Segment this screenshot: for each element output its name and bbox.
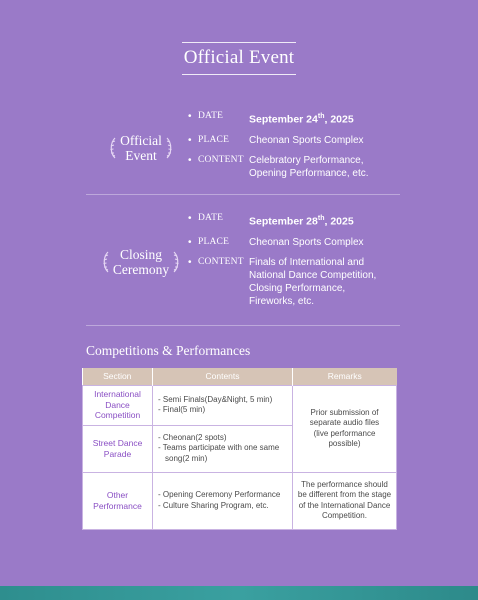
bullet-icon: •: [188, 154, 192, 166]
laurel-left-icon: [102, 251, 110, 273]
date-value: [249, 110, 404, 127]
closing-label-line1: Closing: [119, 247, 162, 262]
official-event-block: [86, 108, 400, 190]
remarks-cell: [293, 472, 397, 529]
closing-date-row: [188, 212, 404, 229]
date-main: September 28: [249, 215, 318, 228]
closing-details: [188, 212, 404, 315]
remark-line: separate audio files: [309, 418, 380, 427]
section-line: International: [94, 389, 141, 400]
content-line: Opening Performance, etc.: [249, 167, 369, 179]
official-details: [188, 110, 404, 187]
contents-line: - Culture Sharing Program, etc.: [158, 500, 269, 510]
contents-line: - Teams participate with one same song(2 min): [158, 443, 280, 463]
official-date-row: [188, 110, 404, 127]
date-year: , 2025: [324, 215, 354, 228]
content-line: Closing Performance,: [249, 282, 346, 294]
section-cell: [83, 385, 153, 425]
competitions-title: Competitions & Performances: [86, 343, 251, 358]
header-section: Section: [83, 368, 153, 385]
laurel-left-icon: [109, 137, 117, 159]
place-value: Cheonan Sports Complex: [249, 134, 364, 146]
section-line: Competition: [94, 410, 141, 421]
place-key: PLACE: [198, 134, 230, 145]
contents-cell: [153, 425, 293, 472]
date-sup: th: [317, 113, 325, 120]
page-title: Official Event: [182, 42, 297, 75]
section-line: Dance: [105, 399, 130, 410]
contents-cell: [153, 472, 293, 529]
place-key: PLACE: [198, 236, 230, 247]
date-main: September 24: [249, 113, 318, 126]
contents-line: - Opening Ceremony Performance: [158, 490, 281, 499]
official-label-line2: Event: [125, 148, 157, 163]
content-key: CONTENT: [198, 154, 244, 165]
section-line: Performance: [93, 500, 142, 511]
content-line: National Dance Competition,: [249, 269, 377, 281]
section-line: Parade: [103, 448, 132, 459]
contents-line: - Final(5 min): [158, 405, 206, 414]
table-header-row: [83, 368, 397, 385]
closing-content-row: [188, 256, 404, 308]
closing-ceremony-block: [86, 210, 400, 320]
content-value: [249, 154, 404, 180]
shared-remarks-cell: [293, 385, 397, 472]
closing-ceremony-laurel: [86, 242, 196, 282]
footer-band: [0, 586, 478, 600]
bullet-icon: •: [188, 213, 192, 224]
content-key: CONTENT: [198, 256, 244, 267]
laurel-right-icon: [165, 137, 173, 159]
official-label-line1: Official: [120, 133, 162, 148]
bullet-icon: •: [188, 111, 192, 122]
remark-line: possible): [328, 439, 361, 448]
divider: [86, 325, 400, 326]
content-line: Fireworks, etc.: [249, 295, 315, 307]
contents-cell: [153, 385, 293, 425]
contents-line: - Semi Finals(Day&Night, 5 min): [158, 394, 273, 404]
closing-ceremony-label: [110, 247, 172, 277]
date-year: , 2025: [324, 113, 354, 126]
official-content-row: [188, 154, 404, 180]
content-line: Celebratory Performance,: [249, 154, 364, 166]
official-event-laurel: [86, 128, 196, 168]
section-cell: [83, 425, 153, 472]
section-line: Other: [106, 490, 129, 500]
content-line: Finals of International and: [249, 256, 365, 268]
bullet-icon: •: [188, 236, 192, 248]
bullet-icon: •: [188, 256, 192, 268]
competitions-table: [82, 368, 397, 530]
header-contents: Contents: [153, 368, 293, 385]
section-line: Street Dance: [92, 438, 143, 448]
table-row: [83, 385, 397, 425]
date-value: [249, 212, 404, 229]
closing-place-row: [188, 236, 404, 249]
date-key: DATE: [198, 111, 224, 121]
place-value: Cheonan Sports Complex: [249, 236, 364, 248]
content-value: [249, 256, 404, 308]
closing-label-line2: Ceremony: [112, 262, 170, 277]
divider: [86, 194, 400, 195]
remark-line: be different from the stage: [297, 490, 392, 499]
remark-line: Prior submission of: [310, 407, 379, 417]
remark-line: Competition.: [322, 511, 367, 520]
table-row: [83, 472, 397, 529]
official-event-label: [117, 133, 165, 163]
header-remarks: Remarks: [293, 368, 397, 385]
laurel-right-icon: [172, 251, 180, 273]
official-place-row: [188, 134, 404, 147]
contents-line: - Cheonan(2 spots): [158, 432, 227, 442]
bullet-icon: •: [188, 134, 192, 146]
remark-line: (live performance: [313, 428, 376, 438]
remark-line: The performance should: [301, 479, 388, 489]
section-cell: [83, 472, 153, 529]
date-key: DATE: [198, 213, 224, 223]
date-sup: th: [317, 215, 325, 222]
remark-line: of the International Dance: [298, 500, 391, 510]
page-title-wrap: [0, 42, 478, 75]
